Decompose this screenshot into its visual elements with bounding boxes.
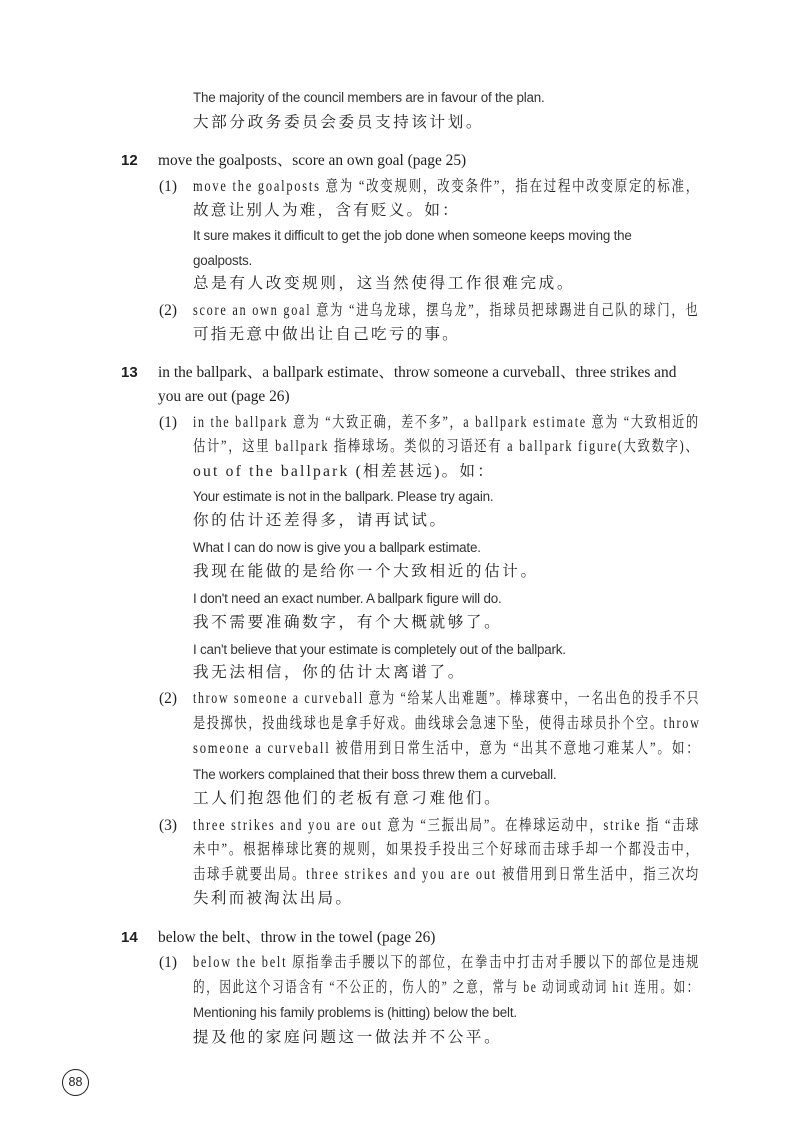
explanation-text: someone a curveball 被借用到日常生活中，意为 “出其不意地刁难某人”。如： — [193, 740, 701, 757]
explanation-text: out of the ballpark (相差甚远)。如： — [193, 463, 495, 480]
explanation-text: 未中”。根据棒球比赛的规则，如果投手投出三个好球而击球手却一个都没击中， — [193, 841, 700, 858]
explanation-text: 可指无意中做出让自己吃亏的事。 — [193, 326, 460, 343]
explanation-text: 的，因此这个习语含有 “不公正的，伤人的” 之意，常与 be 动词或动词 hit 连用。如： — [193, 979, 701, 996]
explanation-text: below the belt 原指拳击手腰以下的部位，在拳击中打击对手腰以下的部位是违规 — [193, 954, 701, 971]
sub-item-label: (2) — [159, 690, 177, 707]
example-sentence-en: Your estimate is not in the ballpark. Please try again. — [193, 489, 494, 504]
entry-heading: you are out (page 26) — [158, 388, 290, 405]
example-translation-zh: 我无法相信，你的估计太离谱了。 — [193, 664, 466, 681]
explanation-text: 估计”，这里 ballpark 指棒球场。类似的习语还有 a ballpark figure(大致数字)、 — [193, 438, 700, 455]
example-translation-zh: 大部分政务委员会委员支持该计划。 — [193, 114, 485, 131]
entry-number: 14 — [121, 929, 138, 946]
example-translation-zh: 我不需要准确数字，有个大概就够了。 — [193, 614, 503, 631]
sub-item-label: (3) — [159, 817, 177, 834]
sub-item-label: (1) — [159, 414, 177, 431]
example-translation-zh: 总是有人改变规则，这当然使得工作很难完成。 — [193, 275, 576, 292]
example-translation-zh: 提及他的家庭问题这一做法并不公平。 — [193, 1029, 503, 1046]
explanation-text: move the goalposts 意为 “改变规则，改变条件”，指在过程中改变原定的标准， — [193, 178, 700, 195]
example-sentence-en: goalposts. — [193, 253, 253, 268]
example-sentence-en: It sure makes it difficult to get the job done when someone keeps moving the — [193, 228, 632, 243]
sub-item-label: (1) — [159, 178, 177, 195]
example-sentence-en: I can't believe that your estimate is completely out of the ballpark. — [193, 642, 566, 657]
example-translation-zh: 工人们抱怨他们的老板有意刁难他们。 — [193, 790, 503, 807]
explanation-text: in the ballpark 意为 “大致正确，差不多”，a ballpark estimate 意为 “大致相近的 — [193, 414, 700, 431]
example-sentence-en: I don't need an exact number. A ballpark figure will do. — [193, 591, 502, 606]
page-number-badge: 88 — [62, 1069, 89, 1096]
example-sentence-en: The majority of the council members are in favour of the plan. — [193, 90, 545, 105]
entry-heading: in the ballpark、a ballpark estimate、throw someone a curveball、three strikes and — [158, 364, 677, 381]
sub-item-label: (2) — [159, 302, 177, 319]
entry-number: 13 — [121, 364, 138, 381]
explanation-text: score an own goal 意为 “进乌龙球，摆乌龙”，指球员把球踢进自己队的球门，也 — [193, 302, 700, 319]
entry-heading: below the belt、throw in the towel (page 26) — [158, 929, 436, 946]
explanation-text: 击球手就要出局。three strikes and you are out 被借用到日常生活中，指三次均 — [193, 866, 700, 883]
example-sentence-en: Mentioning his family problems is (hitting) below the belt. — [193, 1005, 517, 1020]
example-sentence-en: What I can do now is give you a ballpark estimate. — [193, 540, 481, 555]
explanation-text: 故意让别人为难，含有贬义。如： — [193, 202, 460, 219]
entry-heading: move the goalposts、score an own goal (page 25) — [158, 152, 467, 169]
example-translation-zh: 你的估计还差得多，请再试试。 — [193, 512, 448, 529]
explanation-text: three strikes and you are out 意为 “三振出局”。在棒球运动中，strike 指 “击球 — [193, 817, 701, 834]
sub-item-label: (1) — [159, 954, 177, 971]
explanation-text: 失利而被淘汰出局。 — [193, 890, 354, 907]
explanation-text: throw someone a curveball 意为 “给某人出难题”。棒球赛中，一名出色的投手不只 — [193, 690, 701, 707]
example-sentence-en: The workers complained that their boss threw them a curveball. — [193, 767, 557, 782]
explanation-text: 是投掷快，投曲线球也是拿手好戏。曲线球会急速下坠，使得击球员扑个空。throw — [193, 715, 701, 732]
entry-number: 12 — [121, 152, 138, 169]
example-translation-zh: 我现在能做的是给你一个大致相近的估计。 — [193, 563, 539, 580]
